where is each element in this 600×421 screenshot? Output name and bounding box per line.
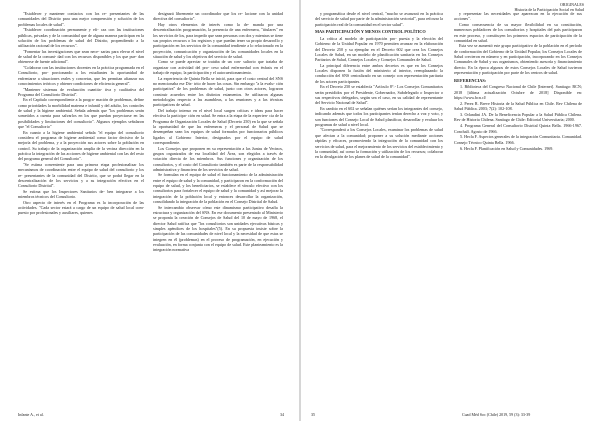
paragraph: "Establecer y mantener contactos con los re- presentantes de las comunidades del Distrito para una mejor comprensión y solución de los problemas locales de salud".: [18, 11, 144, 27]
paragraph: Hay otros elementos de interés como la de- manda por una descentralización programación, la presencia de una enfermera, "titulares" en los servicios de los, para impedir que sean personas con dos y mientras se tiene sus propios recursos o los registros y que puedan tener su propio desarrollo y participación en los servicios de la comunidad tendiente a lo relacionado en la proyección, comunicación y organización de las comunidades locales en la situación de salud y los objetivos del servicio de salud.: [153, 21, 283, 59]
left-footer-author: Infante A., et al.: [18, 412, 44, 417]
paragraph: La experiencia de Quinta Bella se inició, para que el costo central del SNS no mencionaba ese Dis- trito de hacer las cosas. Sin embargo "a la evalu- ción participativa" de los problemas de salud, junto con otros actores, lograron construir acuerdos entre los distintos estamentos. Se utilizaron algunas metodologías respecto a las asambleas, a las reuniones y a las técnicas participativas de salud.: [153, 75, 283, 108]
right-page-number: 35: [311, 412, 315, 417]
paragraph: "Se estima conveniente para una primera etapa profesionalizar los mecanismos de coordinación entre el equipo de salud del consultorio y los re- presentantes de la comunidad del Distrito, que se podrá llegar en la descentralización de los servicios y a su integración efectiva en el Consultorio Distrital".: [18, 161, 144, 189]
section-heading: MAS PARTICIPACIÓN Y MENOS CONTROL POLÍTICO: [315, 29, 426, 35]
paragraph: Los Consejos que proponen en su representación a las Juntas de Vecinos, grupos organizados de esa localidad del Área, son elegidos a través de votación directa de los miembros. Sus funciones y organización de los consultorios, y el costo del Consultorio también es parte de la responsabilidad administrativa y financiera de los servicios de salud.: [153, 145, 283, 172]
paragraph: En cambio en el 602 se señalan quiénes serían los integrantes del consejo, indicando además que todos los participantes tenían derecho a voz y voto, y son funciones del Consejo Local de Salud planificar, desarrollar y evaluar los programas de salud a nivel local.: [315, 105, 443, 127]
paragraph: y programática desde el nivel central, "mucho se avanzará en la práctica del servicio de salud por parte de la administración sectorial", para reforzar la participación real de la comunidad en el sector salud".: [315, 11, 443, 27]
paragraph: Se formulan en el equipo de salud el funcionamiento de la administración entre el equipo de salud y la comunidad, y participaron en la conformación del equipo de salud, y los beneficiarios, se establece el vínculo efectivo con los consultorios para fortalecer el equipo de salud y la comunidad y así mejorar la integración de la población local y entonces desarrollar la organización, consolidando la integración de la población en el Consejo Distrital de Salud.: [153, 172, 283, 205]
right-page-column-1: [315, 11, 443, 160]
reference-item: 3. Orlandini JA. De la Beneficencia Popular a la Salud Pública Chilena. Rev de Historia Chilena. Santiago de Chile: Editorial Universitaria; 2000.: [454, 112, 582, 123]
paragraph: Se intercambio observar cómo este dinamismo participativo desafía la estructura y organización del SNS. En ese documento presentado al Ministerio se proponía la creación de Consejos de Salud del 10 de mayo de 1968, el director Salud ratifica que "los consultorios son unidades ejecutivas básicas y simples apéndices de los hospitales"(5). En su propuesta insiste sobre la participación de las comunidades de nivel local y la necesidad de que estas se integren en él (problemas) en el proceso de programación, en ejecución y evaluación, en forma conjunta con el equipo de salud. Este planteamiento es la integración normativa: [153, 204, 283, 253]
paragraph: "Corresponderá a los Consejos Locales, examinar los problemas de salud que afectan a la comunidad; proponer a su solución mediante acciones rápidas y eficaces, promoviendo la integración de la comunidad con los servicios de salud, para el mejoramiento de los servicios del establecimiento y la comunidad, así como la formación y utilización de los recursos; colaborar en la divulgación de los planes de salud de la comunidad".: [315, 127, 444, 160]
left-page-number: 34: [280, 412, 284, 417]
reference-item: 2. Perez R. Breve Historia de la Salud Pública en Chile. Rev Chilena de Salud Pública. 2003; 7(2): 102-108.: [454, 100, 582, 112]
right-page-column-2: [454, 11, 582, 151]
paragraph: "Fomentar las investigaciones que sean nece- sarias para elevar el nivel de salud de la comuni- dad con los recursos disponibles y los que pue- dan obtenerse de fuente adicional".: [18, 48, 144, 65]
paragraph: Del trabajo intenso en el nivel local surgen críticas e ideas para hacer efectiva la participa- ción en salud. Se entra a la etapa de la experien- cia de la Programa de Organización Locales de Salud (Decreto 250) en la que se señala la oportunidad de que las enfermeras y el personal de Salud que se desempeñan sean los equipos de salud formados por funcionarios públicos ligados al Gobierno Interior, designados por el equipo de salud correspondiente.: [153, 107, 283, 145]
reference-item: 4. Programa General del Consultorio Distrital Quinta Bella. 1966-1967. Conchalí. Agosto de 1966.: [454, 123, 582, 134]
journal-section: ORIGINALES: [560, 2, 584, 7]
page-gutter: [299, 0, 301, 421]
paragraph: designará libremente un coordinador que los re- lacione con la unidad directiva del consultorio".: [153, 11, 283, 22]
paragraph: En el Capítulo correspondiente a la progra- mación de problemas, define como prioridades la morbilidad materna e infantil y del adulto, los controles de salud y la higiene ambiental. Señala además que "los problemas serán sometidos a cuenta para salvarlos en los que puedan proyectarse en las posibilidades y limitaciones del consultorio". Algunos ejemplos señalaron que "el Consultorio": [18, 97, 144, 130]
left-page-column-2: [153, 11, 283, 253]
right-col1-body: [315, 36, 443, 160]
left-page-column-1: [18, 11, 144, 216]
right-col2-body: [454, 11, 582, 76]
paragraph: Esta vez se aumentó este grupo participativo de la población en el período de conformación del Gobierno de la Unidad Popular, los Consejos Locales de Salud crecieron en número y en participación, incorporando en los Consejos Comunales de Salud y sus organismos, obteniendo asesoría y financiamiento directo. En la época algunos de estos Consejos Locales de Salud tuvieron representación y participación por parte de los centros de salud.: [454, 43, 582, 76]
running-subtitle: Historia de la Participación Social en Salud: [514, 6, 584, 12]
references-heading: REFERENCIAS:: [454, 77, 487, 83]
paragraph: Como consecuencia de su mayor flexibilidad en su constitución, numerosos pobladores de los consultorios y hospitales del país participaron en este proceso, y constituyen los primeros espacios de participación de la comunidad en salud.: [454, 21, 582, 43]
references-list: [454, 84, 582, 151]
paragraph: "Mantener sistemas de evaluación cuantita- tiva y cualitativa del Programa del Consultorio Distrital".: [18, 86, 144, 97]
paragraph: Otro aspecto de interés en el Programa es la incorporación de las actividades. "Cada sector estará a cargo de un equipo de salud local com- puesto por profesionales y auxiliares, quienes: [18, 199, 144, 216]
paragraph: "Establecer coordinación permanente y efi- caz con las instituciones públicas, privadas y de la comunidad que de alguna manera participan en la solución de los problemas de salud del Distrito, propendiendo a la utilización racional de los recursos".: [18, 27, 144, 49]
paragraph: En el Decreto 250 se establecía "Artículo 8°.- Los Consejos Comunitarios serán presididos por el Presidente, Gobernador, Subdelegado o Inspector o sus respectivos delegados, según sea el caso, en su calidad de representante del Servicio Nacional de Salud".: [315, 84, 443, 106]
paragraph: Se estima que los Inspectores Sanitarios de- ben integrarse a los miembros técnicos del Consultorio.: [18, 188, 144, 200]
reference-item: 6. Hecla F. Planificación en Salud y Comunidades. 1969.: [460, 145, 554, 151]
reference-item: 5. Hecla F. Aspectos generales de la integración Comunitaria. Comunidad. Consejo Técnico Quinta Bella. 1966.: [454, 134, 582, 145]
paragraph: y representar las necesidades que aparezcan en la ejecución de sus acciones".: [454, 11, 582, 22]
paragraph: La principal diferencia entre ambos decretos es que en los Consejos Locales disponen la fusión del ministerio al interior, reemplazando la conducción del SNS centralizado en un consejo con representación paritaria de los actores participantes.: [315, 62, 443, 84]
paragraph: "Colaborar con las instituciones docentes en la práctica programada en el Consultorio, pro- porcionando a los estudiantes la oportunidad de enfrentarse a situaciones reales y concretas, que les permitan afianzar sus conocimientos teóricos y obtener condiciones de eficiencia general".: [18, 65, 144, 87]
reference-item: 1. Biblioteca del Congreso Nacional de Chile [Internet]. Santiago: BCN; 2018 [última actualización Octubre de 2018] Disponible en: https://www.bcn.cl/: [454, 84, 582, 101]
right-footer-citation: Cuad Méd Soc (Chile) 2019, 59 (3): 33-39: [462, 412, 531, 417]
paragraph: En cuanto a la higiene ambiental señala "el equipo del consultorio considera el programa de higiene ambiental como factor decisivo de la mejoría del problema, y a la proyección sus actores sobre la población en control. Su trabajo de la organización amplia de la vecina dirección en la práctica la integración de las acciones de higiene ambiental con las del resto del programa general del Consultorio".: [18, 129, 144, 162]
paragraph: La crítica al modelo de participación pro- puesta y la elección del Gobierno de la Unidad Popular en 1970 permiten avanzar en la elaboración del Decreto 250 y su ejemplar en el Decreto 602 que crea los Consejos Locales de Salud, en un modelo de planificación sanitaria en los Consejos Paritarios de Salud, Consejos Locales y Consejos Comunales de Salud.: [315, 35, 443, 63]
right-col1-lead: [315, 11, 443, 27]
paragraph: Como se puede apreciar se trataba de un con- sultorio que trataba de organizar con actividad del pro- ceso salud enfermedad con énfasis en el trabajo de equipo, la participación y el autocuestionamiento.: [153, 59, 283, 76]
